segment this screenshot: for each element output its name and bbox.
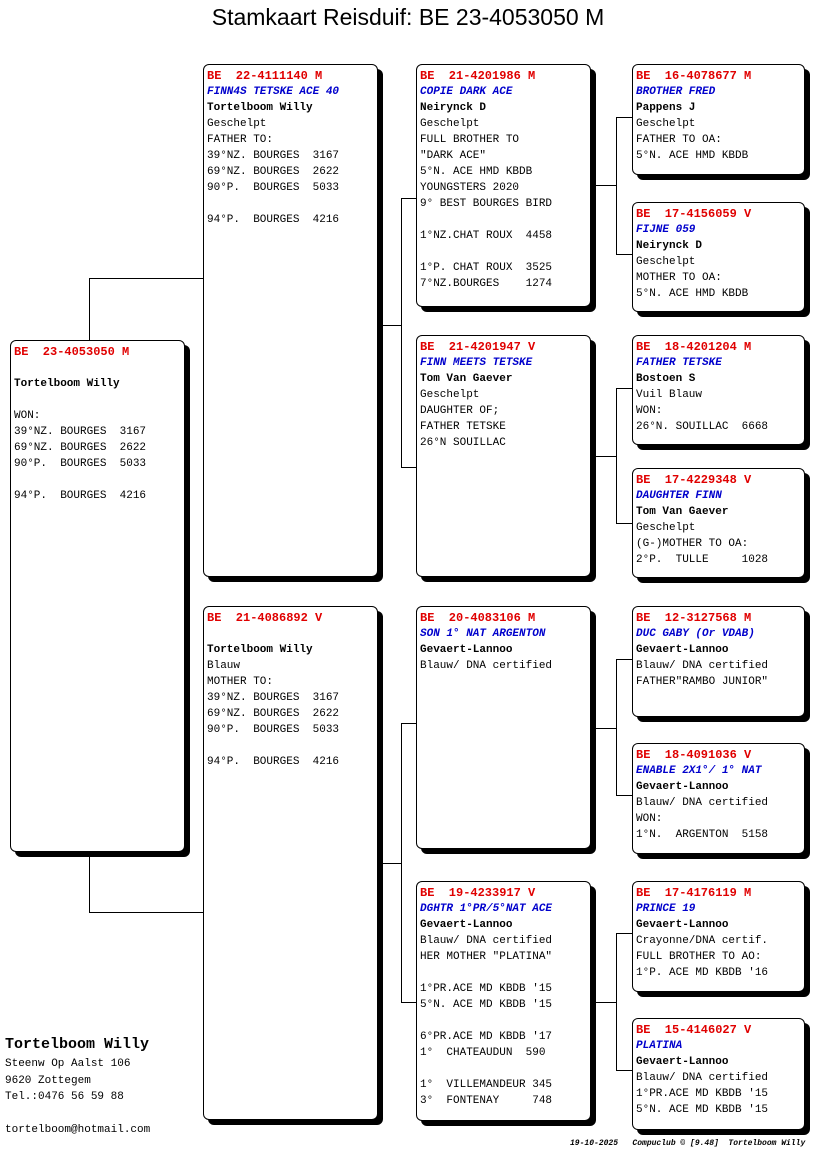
info-line: 5°N. ACE HMD KBDB [420,166,533,178]
info-line: HER MOTHER "PLATINA" [420,951,553,963]
connector-line [616,659,617,796]
ring-number: BE 22-4111140 M [207,69,323,83]
info-line: 69°NZ. BOURGES 2622 [207,166,340,178]
ring-number: BE 16-4078677 M [636,69,752,83]
pigeon-card-subject[interactable] [10,340,185,852]
info-line: 90°P. BOURGES 5033 [207,724,340,736]
info-line: 94°P. BOURGES 4216 [207,214,340,226]
info-line: FATHER TO: [207,134,274,146]
connector-line [89,278,90,340]
pigeon-name [14,360,181,376]
info-line: 26°N SOUILLAC [420,437,506,449]
owner-name: Tortelboom Willy [207,102,313,114]
info-line: FULL BROTHER TO AO: [636,951,762,963]
connector-line [401,723,402,1003]
breeder-city: 9620 Zottegem [5,1074,91,1087]
ring-number: BE 17-4229348 V [636,473,752,487]
info-line: Blauw/ DNA certified [636,660,769,672]
connector-line [596,1002,617,1003]
owner-name: Gevaert-Lannoo [636,644,729,656]
breeder-email[interactable]: tortelboom@hotmail.com [5,1124,151,1136]
owner-name: Gevaert-Lannoo [636,919,729,931]
connector-line [401,723,417,724]
pigeon-card-ds-sire[interactable] [632,606,805,717]
info-line: 1°PR.ACE MD KBDB '15 [420,983,553,995]
owner-name: Gevaert-Lannoo [636,1056,729,1068]
owner-name: Tortelboom Willy [207,644,313,656]
pigeon-name: COPIE DARK ACE [420,86,513,98]
connector-line [401,1002,417,1003]
pigeon-name: PRINCE 19 [636,903,696,915]
info-line: Blauw/ DNA certified [420,660,553,672]
owner-name: Gevaert-Lannoo [636,781,729,793]
info-line: Crayonne/DNA certif. [636,935,769,947]
info-line: 26°N. SOUILLAC 6668 [636,421,769,433]
pigeon-card-sire[interactable] [203,64,378,577]
info-line: 90°P. BOURGES 5033 [14,458,147,470]
info-line: DAUGHTER OF; [420,405,500,417]
info-line: 9° BEST BOURGES BIRD [420,198,553,210]
info-line: 5°N. ACE HMD KBDB [636,288,749,300]
owner-name: Tom Van Gaever [420,373,513,385]
info-line: WON: [14,410,41,422]
pigeon-name: FIJNE 059 [636,224,696,236]
pigeon-name: DUC GABY (Or VDAB) [636,628,755,640]
connector-line [596,185,617,186]
pigeon-name: FINN MEETS TETSKE [420,357,533,369]
info-line: 39°NZ. BOURGES 3167 [14,426,147,438]
info-line: 5°N. ACE HMD KBDB [636,150,749,162]
pigeon-card-dam[interactable] [203,606,378,1120]
ring-number: BE 17-4176119 M [636,886,752,900]
breeder-info [5,1034,149,1106]
info-line: FATHER TO OA: [636,134,722,146]
connector-line [616,933,633,934]
info-line: "DARK ACE" [420,150,487,162]
connector-line [616,117,633,118]
info-line [14,472,181,488]
info-line: FATHER"RAMBO JUNIOR" [636,676,769,688]
ring-number: BE 18-4201204 M [636,340,752,354]
ring-number: BE 21-4086892 V [207,611,323,625]
connector-line [89,851,90,913]
info-line: FULL BROTHER TO [420,134,520,146]
info-line: 1°N. ARGENTON 5158 [636,829,769,841]
info-line: 1° CHATEAUDUN 590 [420,1047,546,1059]
info-line [420,1013,587,1029]
connector-line [382,325,402,326]
ring-number: BE 21-4201986 M [420,69,536,83]
breeder-phone: Tel.:0476 56 59 88 [5,1091,124,1103]
owner-name: Gevaert-Lannoo [420,644,513,656]
info-line [420,244,587,260]
pigeon-name [207,626,374,642]
pigeon-card-sire-dam[interactable] [416,335,591,577]
info-line: 1°NZ.CHAT ROUX 4458 [420,230,553,242]
breeder-name: Tortelboom Willy [5,1036,150,1053]
breeder-address: Steenw Op Aalst 106 [5,1058,131,1070]
pigeon-name: FATHER TETSKE [636,357,722,369]
pigeon-card-sd-dam[interactable] [632,468,805,578]
info-line: (G-)MOTHER TO OA: [636,538,749,550]
info-line: 39°NZ. BOURGES 3167 [207,150,340,162]
owner-name: Gevaert-Lannoo [420,919,513,931]
info-line: Geschelpt [636,256,696,268]
pigeon-card-sire-sire[interactable] [416,64,591,307]
info-line: 1° VILLEMANDEUR 345 [420,1079,553,1091]
owner-name: Neirynck D [636,240,703,252]
info-line: Geschelpt [207,118,267,130]
ring-number: BE 23-4053050 M [14,345,130,359]
connector-line [596,728,617,729]
page-title: Stamkaart Reisduif: BE 23-4053050 M [211,4,605,30]
info-line: 2°P. TULLE 1028 [636,554,769,566]
pigeon-name: DAUGHTER FINN [636,490,722,502]
pigeon-name: FINN4S TETSKE ACE 40 [207,86,340,98]
connector-line [401,198,402,468]
info-line: WON: [636,405,663,417]
info-line [420,1061,587,1077]
pigeon-card-dd-dam[interactable] [632,1018,805,1130]
pigeon-name: SON 1° NAT ARGENTON [420,628,546,640]
info-line: Geschelpt [420,389,480,401]
info-line: 39°NZ. BOURGES 3167 [207,692,340,704]
info-line: Blauw/ DNA certified [420,935,553,947]
ring-number: BE 17-4156059 V [636,207,752,221]
info-line: 5°N. ACE MD KBDB '15 [636,1104,769,1116]
connector-line [616,795,633,796]
pigeon-card-ss-dam[interactable] [632,202,805,312]
ring-number: BE 15-4146027 V [636,1023,752,1037]
ring-number: BE 21-4201947 V [420,340,536,354]
connector-line [616,388,617,524]
footer-credit: 19-10-2025 Compuclub © [9.48] Tortelboom Willy [570,1139,806,1148]
info-line: MOTHER TO: [207,676,274,688]
connector-line [616,1070,633,1071]
info-line: 6°PR.ACE MD KBDB '17 [420,1031,553,1043]
info-line: FATHER TETSKE [420,421,506,433]
connector-line [382,863,402,864]
connector-line [616,523,633,524]
info-line: 3° FONTENAY 748 [420,1095,553,1107]
info-line: Blauw [207,660,241,672]
pigeon-name: PLATINA [636,1040,683,1052]
info-line: Geschelpt [636,522,696,534]
connector-line [401,467,417,468]
owner-name: Bostoen S [636,373,696,385]
ring-number: BE 18-4091036 V [636,748,752,762]
info-line [420,212,587,228]
info-line [420,965,587,981]
pigeon-name: DGHTR 1°PR/5°NAT ACE [420,903,553,915]
info-line: 7°NZ.BOURGES 1274 [420,278,553,290]
ring-number: BE 20-4083106 M [420,611,536,625]
pigeon-card-ds-dam[interactable] [632,743,805,854]
owner-name: Pappens J [636,102,696,114]
connector-line [616,659,633,660]
info-line: 1°PR.ACE MD KBDB '15 [636,1088,769,1100]
info-line: Blauw/ DNA certified [636,797,769,809]
info-line: 1°P. CHAT ROUX 3525 [420,262,553,274]
info-line: 69°NZ. BOURGES 2622 [14,442,147,454]
owner-name: Tortelboom Willy [14,378,120,390]
pigeon-card-ss-sire[interactable] [632,64,805,175]
owner-name: Tom Van Gaever [636,506,729,518]
pigeon-card-sd-sire[interactable] [632,335,805,445]
info-line: Blauw/ DNA certified [636,1072,769,1084]
ring-number: BE 12-3127568 M [636,611,752,625]
pigeon-name: BROTHER FRED [636,86,716,98]
pigeon-card-dd-sire[interactable] [632,881,805,992]
info-line: 1°P. ACE MD KBDB '16 [636,967,769,979]
info-line [14,392,181,408]
connector-line [89,278,204,279]
owner-name: Neirynck D [420,102,487,114]
info-line: Vuil Blauw [636,389,703,401]
info-line: 94°P. BOURGES 4216 [14,490,147,502]
info-line: YOUNGSTERS 2020 [420,182,520,194]
ring-number: BE 19-4233917 V [420,886,536,900]
pigeon-card-dam-sire[interactable] [416,606,591,849]
connector-line [89,912,204,913]
info-line: WON: [636,813,663,825]
info-line [207,196,374,212]
connector-line [596,456,617,457]
info-line [207,738,374,754]
info-line: 94°P. BOURGES 4216 [207,756,340,768]
pigeon-card-dam-dam[interactable] [416,881,591,1121]
info-line: MOTHER TO OA: [636,272,722,284]
info-line: 69°NZ. BOURGES 2622 [207,708,340,720]
pigeon-name: ENABLE 2X1°/ 1° NAT [636,765,762,777]
connector-line [616,933,617,1071]
connector-line [616,388,633,389]
info-line: 90°P. BOURGES 5033 [207,182,340,194]
info-line: Geschelpt [420,118,480,130]
info-line: 5°N. ACE MD KBDB '15 [420,999,553,1011]
connector-line [616,117,617,255]
connector-line [616,254,633,255]
connector-line [401,198,417,199]
info-line: Geschelpt [636,118,696,130]
